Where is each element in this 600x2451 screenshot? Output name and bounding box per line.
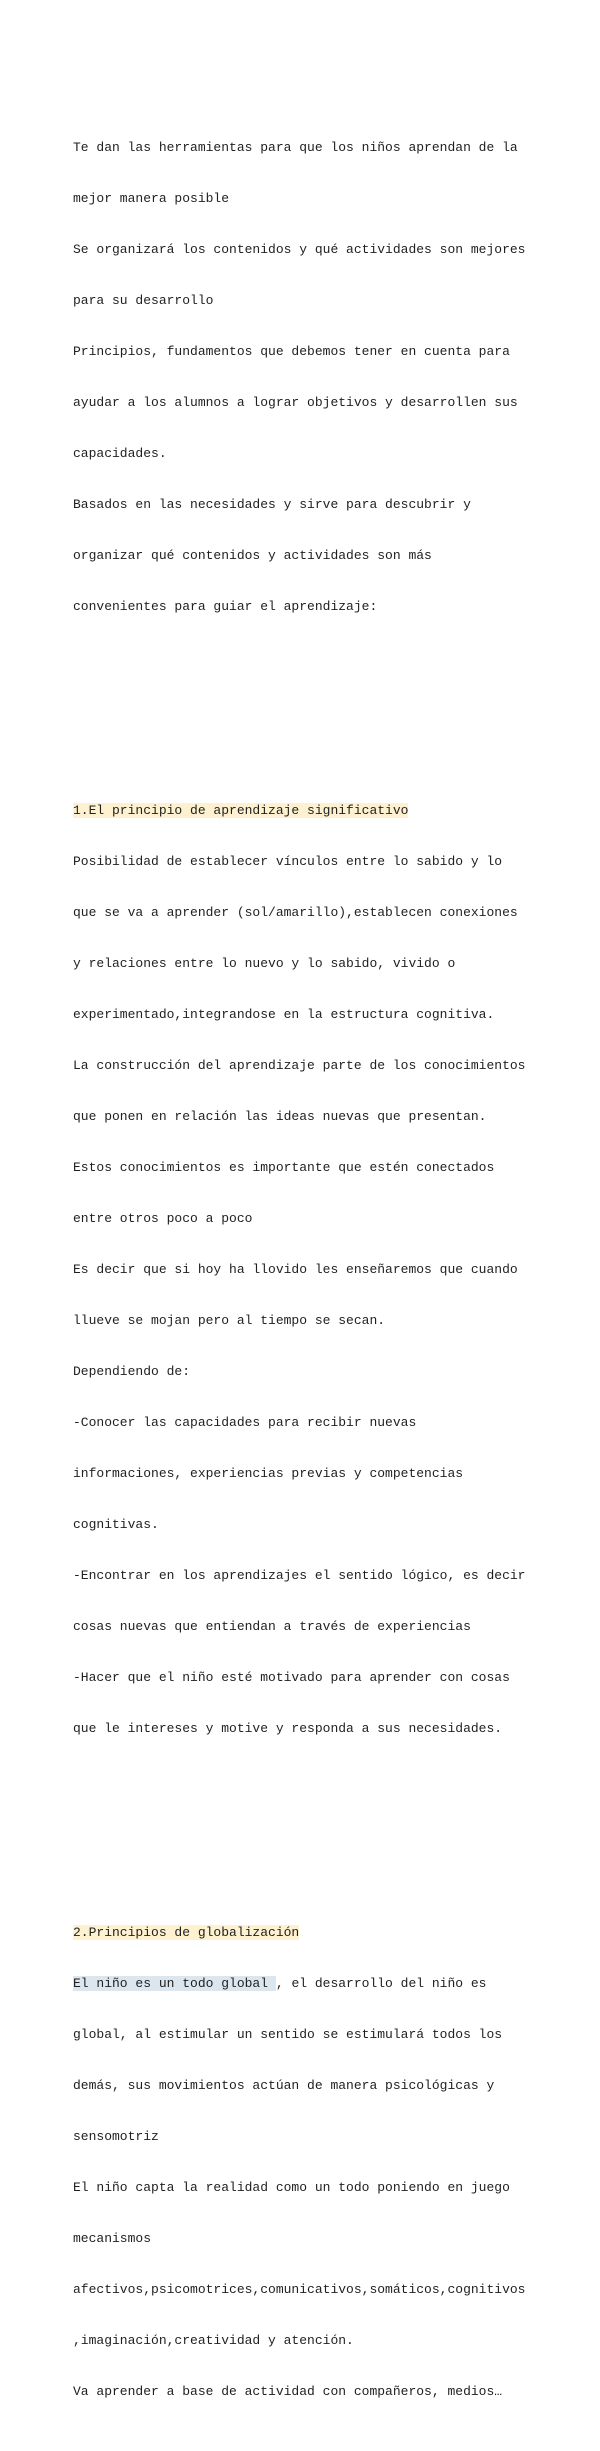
text-line: informaciones, experiencias previas y competencias: [73, 1466, 464, 1481]
document-page: [73, 71, 543, 2451]
text-line: cosas nuevas que entiendan a través de experiencias: [73, 1619, 471, 1634]
highlighted-phrase: El niño es un todo global: [73, 1976, 276, 1991]
spacer: [73, 700, 543, 717]
text-line: mejor manera posible: [73, 191, 230, 206]
text-line: convenientes para guiar el aprendizaje:: [73, 599, 378, 614]
text-line: experimentado,integrandose en la estructura cognitiva.: [73, 1007, 495, 1022]
text-line: -Conocer las capacidades para recibir nuevas: [73, 1415, 417, 1430]
text-line: y relaciones entre lo nuevo y lo sabido, vivido o: [73, 956, 456, 971]
text-line: entre otros poco a poco: [73, 1211, 253, 1226]
text-line: ,imaginación,creatividad y atención.: [73, 2333, 354, 2348]
section-2-heading: 2.Principios de globalización: [73, 1925, 300, 1940]
text-line: que le intereses y motive y responda a sus necesidades.: [73, 1721, 503, 1736]
text-line: organizar qué contenidos y actividades son más: [73, 548, 432, 563]
text-line: Es decir que si hoy ha llovido les enseñaremos que cuando: [73, 1262, 518, 1277]
text-line: Posibilidad de establecer vínculos entre lo sabido y lo: [73, 854, 503, 869]
text-line: Principios, fundamentos que debemos tener en cuenta para: [73, 344, 510, 359]
intro-paragraph: [73, 105, 543, 649]
text-line: global, al estimular un sentido se estimulará todos los: [73, 2027, 503, 2042]
text-line: cognitivas.: [73, 1517, 159, 1532]
text-line: ayudar a los alumnos a lograr objetivos y desarrollen sus: [73, 395, 518, 410]
text-line: capacidades.: [73, 446, 167, 461]
text-line: llueve se mojan pero al tiempo se secan.: [73, 1313, 386, 1328]
text-line: Estos conocimientos es importante que estén conectados: [73, 1160, 495, 1175]
text-line: -Encontrar en los aprendizajes el sentido lógico, es decir: [73, 1568, 526, 1583]
section-1-heading: 1.El principio de aprendizaje significativo: [73, 803, 409, 818]
text-line: Dependiendo de:: [73, 1364, 191, 1379]
text-line: mecanismos: [73, 2231, 152, 2246]
text-line: sensomotriz: [73, 2129, 159, 2144]
text-line: demás, sus movimientos actúan de manera psicológicas y: [73, 2078, 495, 2093]
text-line: para su desarrollo: [73, 293, 214, 308]
text-line: El niño capta la realidad como un todo poniendo en juego: [73, 2180, 510, 2195]
text-line: La construcción del aprendizaje parte de los conocimientos: [73, 1058, 526, 1073]
text-line: [73, 1975, 543, 1992]
text-line: Basados en las necesidades y sirve para descubrir y: [73, 497, 471, 512]
section-2: [73, 1890, 543, 2434]
text-line: que ponen en relación las ideas nuevas que presentan.: [73, 1109, 487, 1124]
text-line: Se organizará los contenidos y qué actividades son mejores: [73, 242, 526, 257]
text-line: -Hacer que el niño esté motivado para aprender con cosas: [73, 1670, 510, 1685]
text-line: afectivos,psicomotrices,comunicativos,somáticos,cognitivos: [73, 2282, 526, 2297]
text-line: Te dan las herramientas para que los niños aprendan de la: [73, 140, 518, 155]
spacer: [73, 1822, 543, 1839]
text-line: que se va a aprender (sol/amarillo),establecen conexiones: [73, 905, 518, 920]
section-1: [73, 768, 543, 1771]
text-fragment: , el desarrollo del niño es: [275, 1976, 487, 1991]
text-line: Va aprender a base de actividad con compañeros, medios…: [73, 2384, 503, 2399]
